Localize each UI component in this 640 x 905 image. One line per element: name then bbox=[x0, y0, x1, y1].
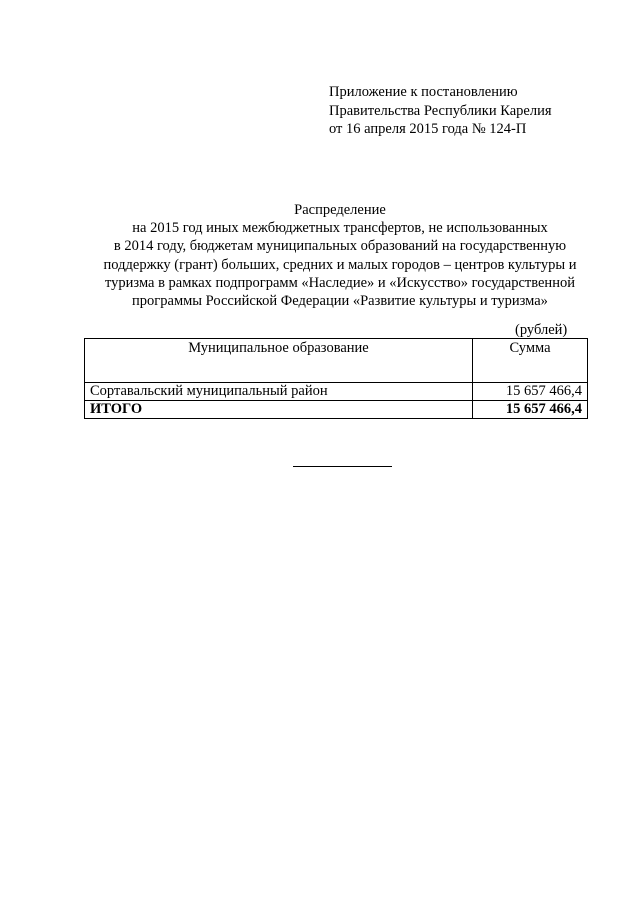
attachment-line: Правительства Республики Карелия bbox=[329, 102, 552, 119]
title-line: туризма в рамках подпрограмм «Наследие» и «Искусство» государственной bbox=[105, 274, 575, 291]
total-amount: 15 657 466,4 bbox=[473, 401, 588, 419]
attachment-note bbox=[329, 83, 552, 139]
total-label: ИТОГО bbox=[85, 401, 473, 419]
attachment-line: Приложение к постановлению bbox=[329, 84, 518, 100]
municipality-cell: Сортавальский муниципальный район bbox=[85, 383, 473, 401]
table-row bbox=[85, 383, 588, 401]
title-heading: Распределение bbox=[294, 202, 386, 218]
title-line: на 2015 год иных межбюджетных трансфертов, не использованных bbox=[132, 220, 548, 237]
amount-cell: 15 657 466,4 bbox=[473, 383, 588, 401]
table-header-row bbox=[85, 339, 588, 383]
attachment-line: от 16 апреля 2015 года № 124-П bbox=[329, 121, 527, 137]
title-line: программы Российской Федерации «Развитие культуры и туризма» bbox=[132, 293, 548, 310]
column-header-amount: Сумма bbox=[473, 339, 588, 383]
document-title bbox=[80, 201, 600, 310]
distribution-table bbox=[84, 338, 588, 419]
units-label: (рублей) bbox=[515, 322, 568, 338]
column-header-municipality: Муниципальное образование bbox=[85, 339, 473, 383]
closing-divider bbox=[293, 466, 392, 467]
title-line: поддержку (грант) больших, средних и малых городов – центров культуры и bbox=[103, 256, 577, 273]
title-line: в 2014 году, бюджетам муниципальных образований на государственную bbox=[113, 238, 567, 255]
total-row bbox=[85, 401, 588, 419]
